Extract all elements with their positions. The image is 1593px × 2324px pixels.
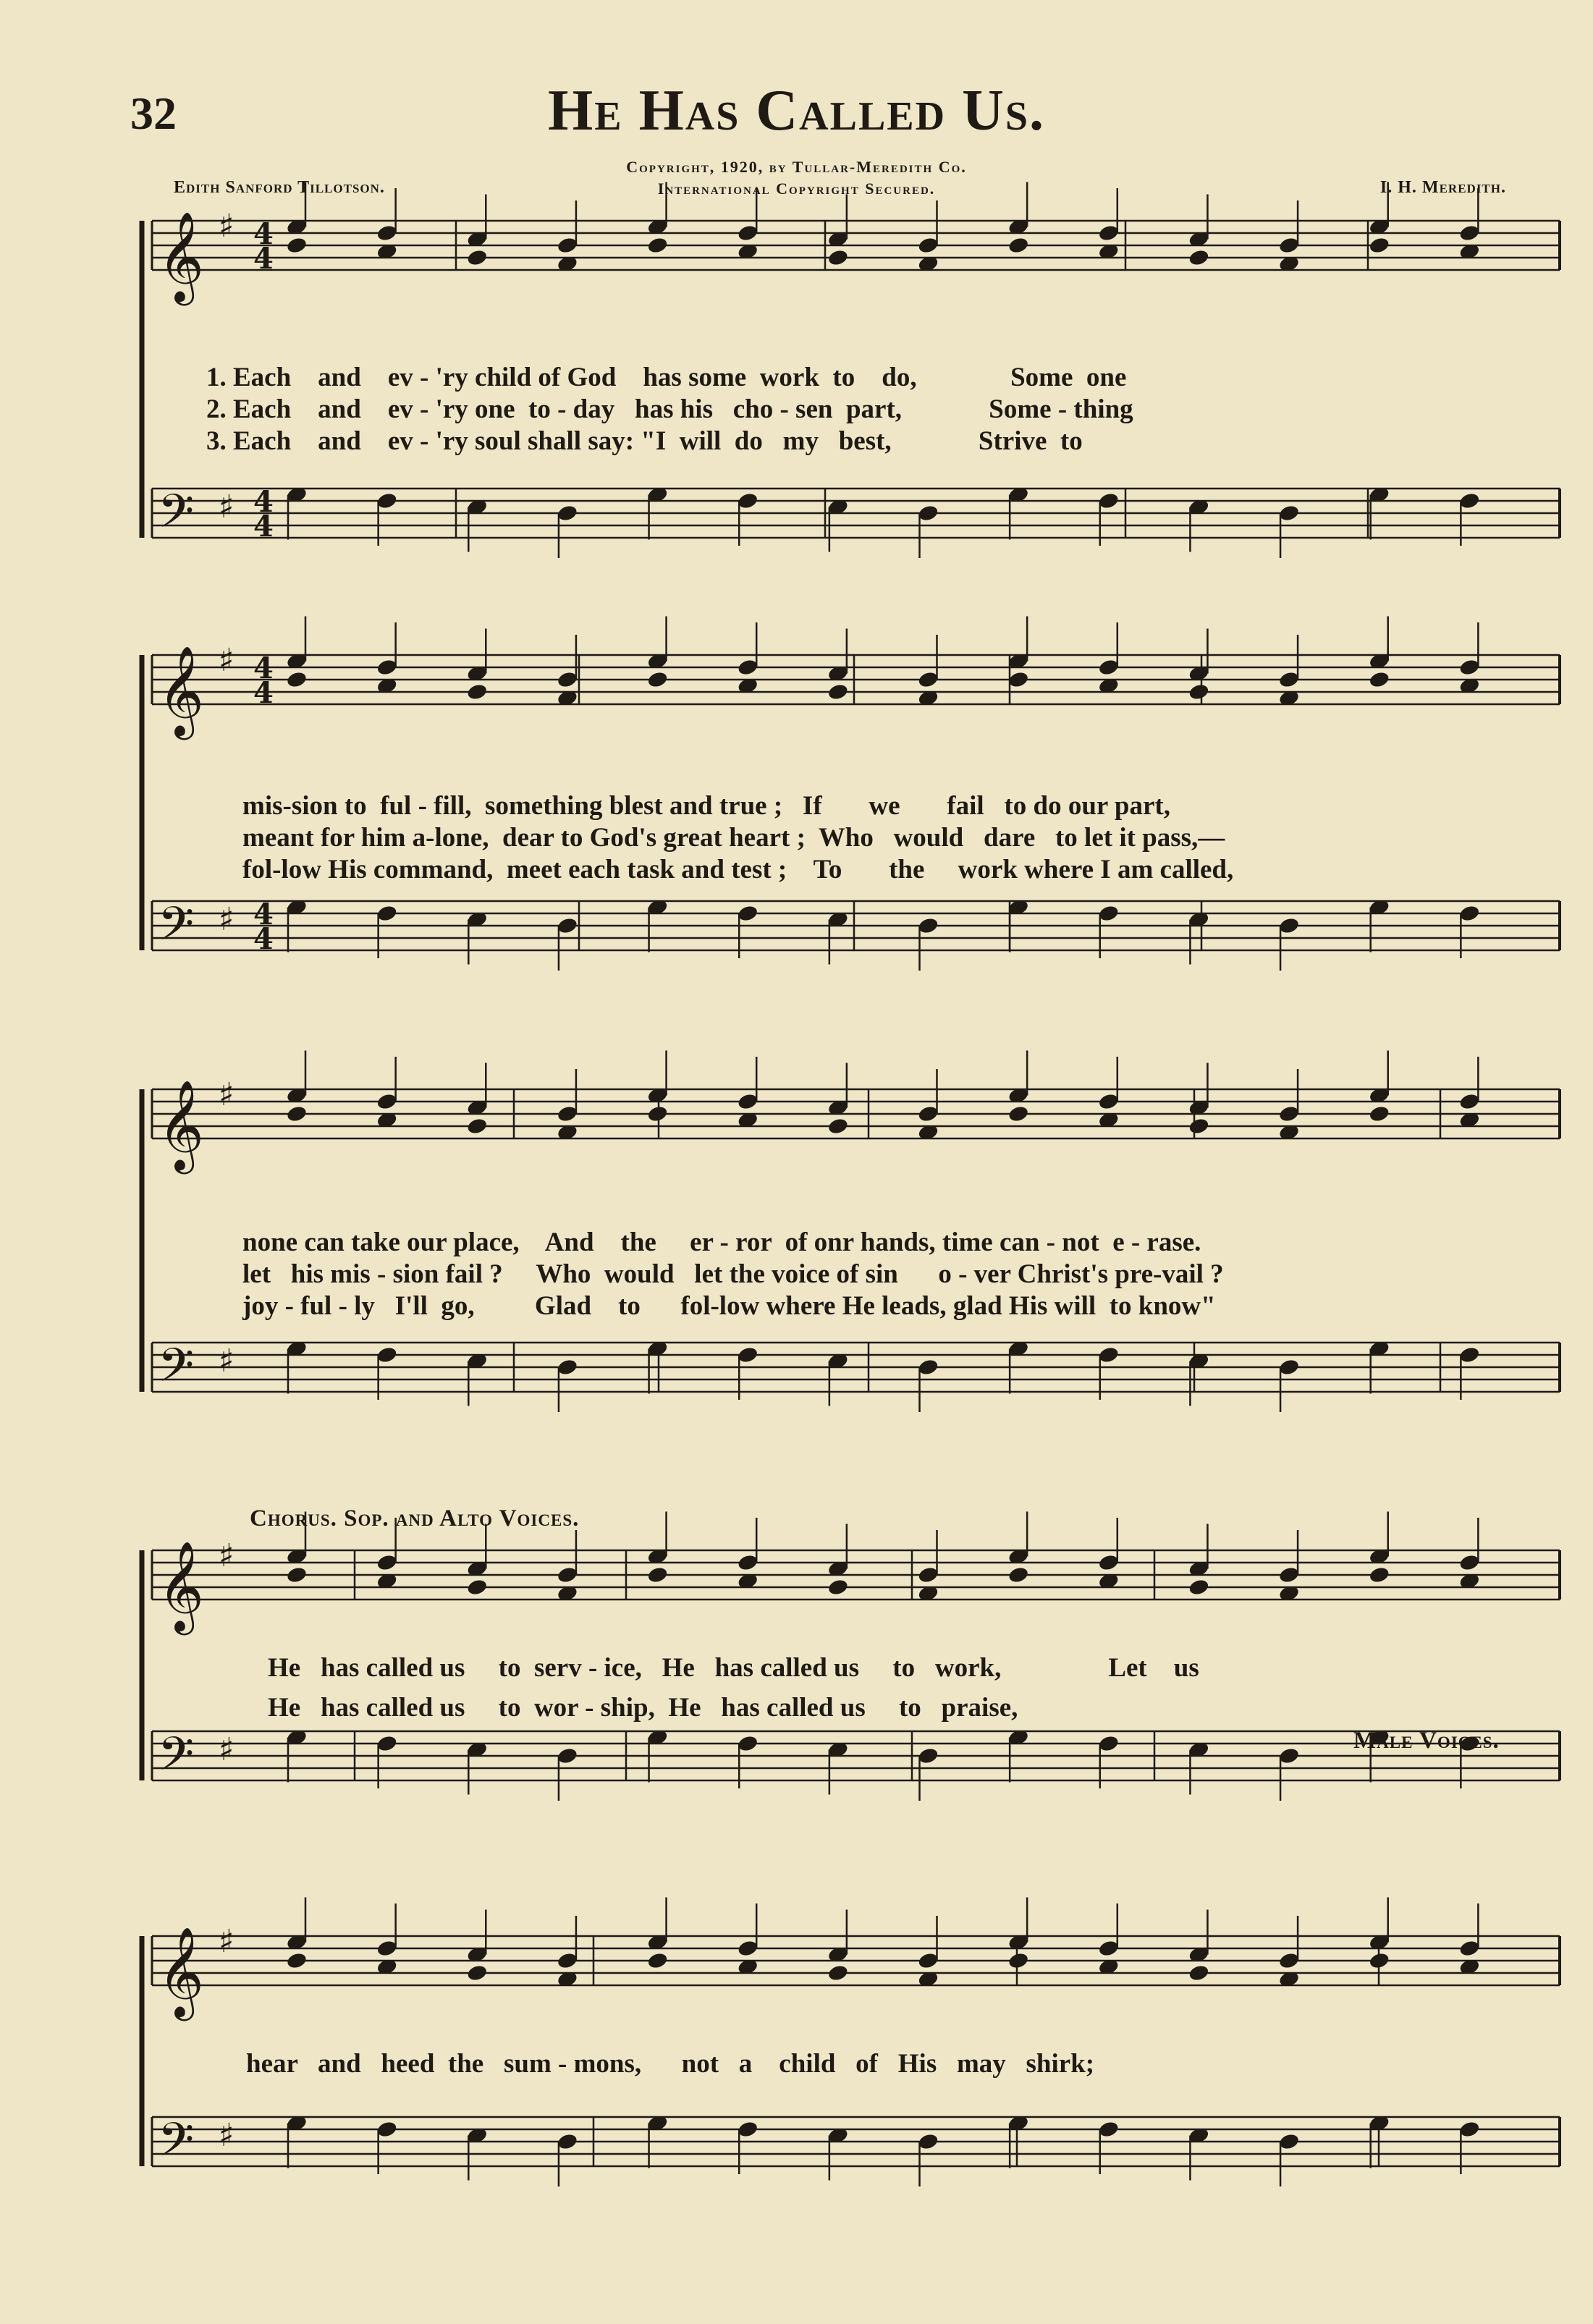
note-head [466, 683, 489, 701]
verse-line: joy - ful - ly I'll go, Glad to fol-low where He leads, glad His will to know" [242, 1291, 1216, 1321]
note-head [1278, 1565, 1301, 1584]
note-head [737, 2120, 759, 2139]
note-head [646, 1565, 669, 1584]
note-head [557, 1104, 579, 1123]
note-head [1007, 670, 1030, 689]
note-head [737, 1092, 759, 1111]
note-head [376, 1939, 398, 1958]
note-head [646, 1104, 669, 1123]
key-signature-sharp: ♯ [219, 1343, 234, 1379]
time-signature: 4 [253, 922, 274, 956]
note-head [286, 1565, 308, 1584]
key-signature-sharp: ♯ [219, 1731, 234, 1768]
composer: I. H. Meredith. [1379, 178, 1506, 197]
note-head [737, 224, 759, 242]
note-head [827, 1578, 850, 1597]
key-signature-sharp: ♯ [219, 1076, 234, 1113]
note-head [917, 504, 939, 523]
verse-line: 2. Each and ev - 'ry one to - day has his cho - sen part, Some - thing [206, 394, 1133, 424]
treble-clef: 𝄞 [158, 211, 204, 302]
note-head [376, 904, 398, 923]
verse-line: fol-low His command, meet each task and test ; To the work where I am called, [242, 855, 1234, 884]
note-head [827, 683, 850, 701]
note-head [1097, 491, 1120, 510]
note-head [1188, 1117, 1210, 1136]
note-head [1368, 1951, 1390, 1970]
note-head [1278, 1951, 1301, 1970]
treble-clef: 𝄞 [158, 1541, 204, 1631]
note-head [917, 916, 939, 935]
bass-clef: 𝄢 [158, 1728, 195, 1793]
note-head [1458, 2120, 1481, 2139]
note-head [1278, 1104, 1301, 1123]
note-head [1278, 504, 1301, 523]
key-signature-sharp: ♯ [219, 489, 234, 525]
copyright-line: Copyright, 1920, by Tullar-Meredith Co. [626, 158, 967, 176]
treble-clef: 𝄞 [158, 1927, 204, 2017]
note-head [376, 1092, 398, 1111]
note-head [917, 1746, 939, 1765]
note-head [1097, 904, 1120, 923]
note-head [737, 658, 759, 677]
note-head [1097, 1734, 1120, 1753]
verse-line: let his mis - sion fail ? Who would let the voice of sin o - ver Christ's pre-vail ? [242, 1259, 1224, 1289]
note-head [737, 1345, 759, 1364]
key-signature-sharp: ♯ [219, 642, 234, 679]
note-head [376, 1734, 398, 1753]
male-voices-label: Male Voices. [1353, 1728, 1500, 1754]
note-head [557, 1358, 579, 1377]
note-head [1458, 1092, 1481, 1111]
time-signature: 4 [253, 510, 274, 544]
page-number: 32 [130, 88, 177, 139]
note-head [917, 1104, 939, 1123]
note-head [917, 1951, 939, 1970]
note-head [376, 1345, 398, 1364]
note-head [557, 1951, 579, 1970]
note-head [1458, 1939, 1481, 1958]
note-head [1278, 916, 1301, 935]
key-signature-sharp: ♯ [219, 901, 234, 938]
bass-clef: 𝄢 [158, 2113, 195, 2179]
bass-clef: 𝄢 [158, 897, 195, 963]
note-head [737, 1553, 759, 1572]
note-head [1188, 683, 1210, 701]
note-head [557, 1746, 579, 1765]
note-head [557, 670, 579, 689]
note-head [1458, 904, 1481, 923]
note-head [917, 1358, 939, 1377]
time-signature: 4 [253, 217, 274, 251]
note-head [737, 1734, 759, 1753]
note-head [1097, 1092, 1120, 1111]
note-head [286, 670, 308, 689]
note-head [917, 670, 939, 689]
note-head [1458, 1345, 1481, 1364]
note-head [1368, 1565, 1390, 1584]
note-head [1458, 491, 1481, 510]
chorus-line: He has called us to serv - ice, He has called us to work, Let us [268, 1653, 1199, 1683]
note-head [557, 2132, 579, 2151]
key-signature-sharp: ♯ [219, 2117, 234, 2154]
time-signature: 4 [253, 485, 274, 519]
note-head [466, 1578, 489, 1597]
note-head [1097, 1553, 1120, 1572]
note-head [646, 670, 669, 689]
note-head [917, 1565, 939, 1584]
note-head [737, 491, 759, 510]
time-signature: 4 [253, 242, 274, 276]
note-head [1278, 236, 1301, 255]
note-head [557, 236, 579, 255]
note-head [376, 2120, 398, 2139]
bass-clef: 𝄢 [158, 485, 195, 550]
time-signature: 4 [253, 651, 274, 685]
note-head [1368, 670, 1390, 689]
key-signature-sharp: ♯ [219, 1537, 234, 1574]
note-head [1007, 1951, 1030, 1970]
note-head [1007, 1104, 1030, 1123]
note-head [1097, 1939, 1120, 1958]
verse-line: none can take our place, And the er - ror of onr hands, time can - not e - rase. [242, 1228, 1201, 1257]
note-head [376, 491, 398, 510]
time-signature: 4 [253, 676, 274, 710]
note-head [1458, 658, 1481, 677]
note-head [466, 1964, 489, 1982]
chorus-line: He has called us to wor - ship, He has called us to praise, [268, 1693, 1018, 1723]
note-head [917, 2132, 939, 2151]
note-head [1188, 248, 1210, 267]
chorus-heading: Chorus. Sop. and Alto Voices. [250, 1505, 580, 1531]
note-head [1368, 236, 1390, 255]
time-signature: 4 [253, 897, 274, 931]
note-head [827, 1964, 850, 1982]
note-head [827, 1117, 850, 1136]
treble-clef: 𝄞 [158, 646, 204, 736]
note-head [1007, 1565, 1030, 1584]
note-head [737, 1939, 759, 1958]
key-signature-sharp: ♯ [219, 208, 234, 245]
bass-clef: 𝄢 [158, 1339, 195, 1404]
chorus-line: hear and heed the sum - mons, not a child of His may shirk; [246, 2049, 1095, 2079]
copyright-notice: International Copyright Secured. [657, 179, 936, 198]
note-head [466, 1117, 489, 1136]
note-head [1097, 1345, 1120, 1364]
note-head [1097, 658, 1120, 677]
note-head [1458, 224, 1481, 242]
note-head [1278, 1358, 1301, 1377]
note-head [1188, 1964, 1210, 1982]
note-head [1278, 670, 1301, 689]
note-head [646, 1951, 669, 1970]
note-head [1007, 236, 1030, 255]
note-head [557, 1565, 579, 1584]
note-head [286, 236, 308, 255]
note-head [1097, 2120, 1120, 2139]
note-head [466, 248, 489, 267]
note-head [1458, 1553, 1481, 1572]
note-head [376, 1553, 398, 1572]
note-head [827, 248, 850, 267]
note-head [376, 224, 398, 242]
note-head [737, 904, 759, 923]
note-head [917, 236, 939, 255]
note-head [646, 236, 669, 255]
note-head [1188, 1578, 1210, 1597]
note-head [557, 504, 579, 523]
note-head [376, 658, 398, 677]
note-head [1278, 2132, 1301, 2151]
verse-line: 3. Each and ev - 'ry soul shall say: "I will do my best, Strive to [206, 426, 1083, 456]
note-head [557, 916, 579, 935]
note-head [286, 1104, 308, 1123]
key-signature-sharp: ♯ [219, 1923, 234, 1960]
verse-line: 1. Each and ev - 'ry child of God has some work to do, Some one [206, 363, 1127, 392]
note-head [286, 1951, 308, 1970]
note-head [1097, 224, 1120, 242]
note-head [1278, 1746, 1301, 1765]
hymn-title: He Has Called Us. [547, 79, 1046, 143]
lyricist: Edith Sanford Tillotson. [174, 178, 385, 197]
verse-line: meant for him a-lone, dear to God's great heart ; Who would dare to let it pass,— [242, 823, 1225, 853]
treble-clef: 𝄞 [158, 1080, 204, 1170]
verse-line: mis-sion to ful - fill, something blest and true ; If we fail to do our part, [242, 791, 1170, 821]
note-head [1368, 1104, 1390, 1123]
